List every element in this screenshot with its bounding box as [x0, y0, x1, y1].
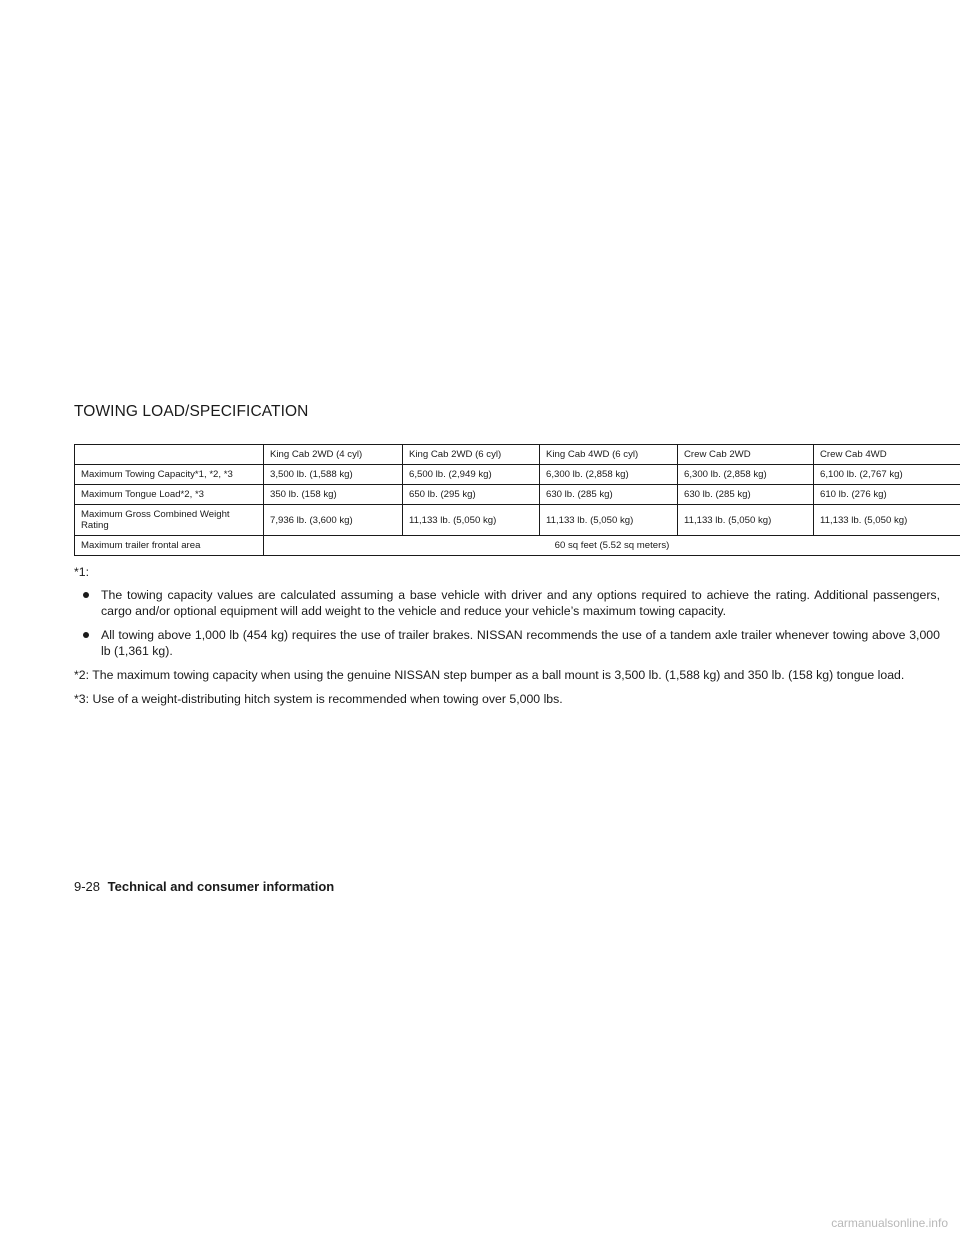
- table-cell: 11,133 lb. (5,050 kg): [678, 505, 814, 536]
- header-cell: Crew Cab 4WD: [814, 445, 960, 465]
- row-label: Maximum Gross Combined Weight Rating: [75, 505, 264, 536]
- table-cell: 6,500 lb. (2,949 kg): [403, 465, 540, 485]
- note-3: *3: Use of a weight-distributing hitch system is recommended when towing over 5,000 lbs.: [74, 692, 563, 706]
- merged-cell: 60 sq feet (5.52 sq meters): [264, 536, 960, 556]
- table-cell: 630 lb. (285 kg): [678, 485, 814, 505]
- table-cell: 630 lb. (285 kg): [540, 485, 678, 505]
- section-title: TOWING LOAD/SPECIFICATION: [74, 403, 309, 420]
- footnotes: [74, 564, 940, 715]
- table-cell: 11,133 lb. (5,050 kg): [540, 505, 678, 536]
- row-label: Maximum Tongue Load*2, *3: [75, 485, 264, 505]
- note-1-bullet-text: All towing above 1,000 lb (454 kg) requires the use of trailer brakes. NISSAN recommends the use of a tandem axle trailer whenever towing above 3,000 lb (1,361 kg).: [101, 628, 940, 658]
- table-row: [75, 485, 960, 505]
- header-cell-empty: [75, 445, 264, 465]
- row-label: Maximum Towing Capacity*1, *2, *3: [75, 465, 264, 485]
- note-1-marker: *1:: [74, 565, 90, 579]
- header-cell: Crew Cab 2WD: [678, 445, 814, 465]
- table-cell: 11,133 lb. (5,050 kg): [814, 505, 960, 536]
- page-number: 9-28: [74, 879, 101, 894]
- row-label: Maximum trailer frontal area: [75, 536, 264, 556]
- page-footer: [74, 879, 334, 894]
- chapter-title: Technical and consumer information: [107, 879, 335, 894]
- note-2: *2: The maximum towing capacity when using the genuine NISSAN step bumper as a ball mount is 3,500 lb. (1,588 kg) and 350 lb. (158 kg) tongue load.: [74, 668, 905, 682]
- table-row: [75, 505, 960, 536]
- table-cell: 11,133 lb. (5,050 kg): [403, 505, 540, 536]
- note-1-list: [74, 587, 940, 659]
- table-row: [75, 465, 960, 485]
- watermark: carmanualsonline.info: [831, 1216, 948, 1230]
- towing-spec-table: [74, 444, 960, 556]
- list-item: [74, 627, 940, 659]
- table-header-row: [75, 445, 960, 465]
- table-row: [75, 536, 960, 556]
- table-cell: 650 lb. (295 kg): [403, 485, 540, 505]
- note-1-bullet-text: The towing capacity values are calculated assuming a base vehicle with driver and any options required to achieve the rating. Additional passengers, cargo and/or optional equipment will add weight to the vehicle and reduce your vehicle’s maximum towing capacity.: [101, 588, 940, 618]
- bullet-icon: [83, 632, 89, 638]
- header-cell: King Cab 2WD (6 cyl): [403, 445, 540, 465]
- bullet-icon: [83, 592, 89, 598]
- table-cell: 6,300 lb. (2,858 kg): [678, 465, 814, 485]
- table-cell: 350 lb. (158 kg): [264, 485, 403, 505]
- table-cell: 7,936 lb. (3,600 kg): [264, 505, 403, 536]
- table-cell: 6,300 lb. (2,858 kg): [540, 465, 678, 485]
- table-cell: 3,500 lb. (1,588 kg): [264, 465, 403, 485]
- list-item: [74, 587, 940, 619]
- header-cell: King Cab 2WD (4 cyl): [264, 445, 403, 465]
- header-cell: King Cab 4WD (6 cyl): [540, 445, 678, 465]
- table-cell: 6,100 lb. (2,767 kg): [814, 465, 960, 485]
- table-cell: 610 lb. (276 kg): [814, 485, 960, 505]
